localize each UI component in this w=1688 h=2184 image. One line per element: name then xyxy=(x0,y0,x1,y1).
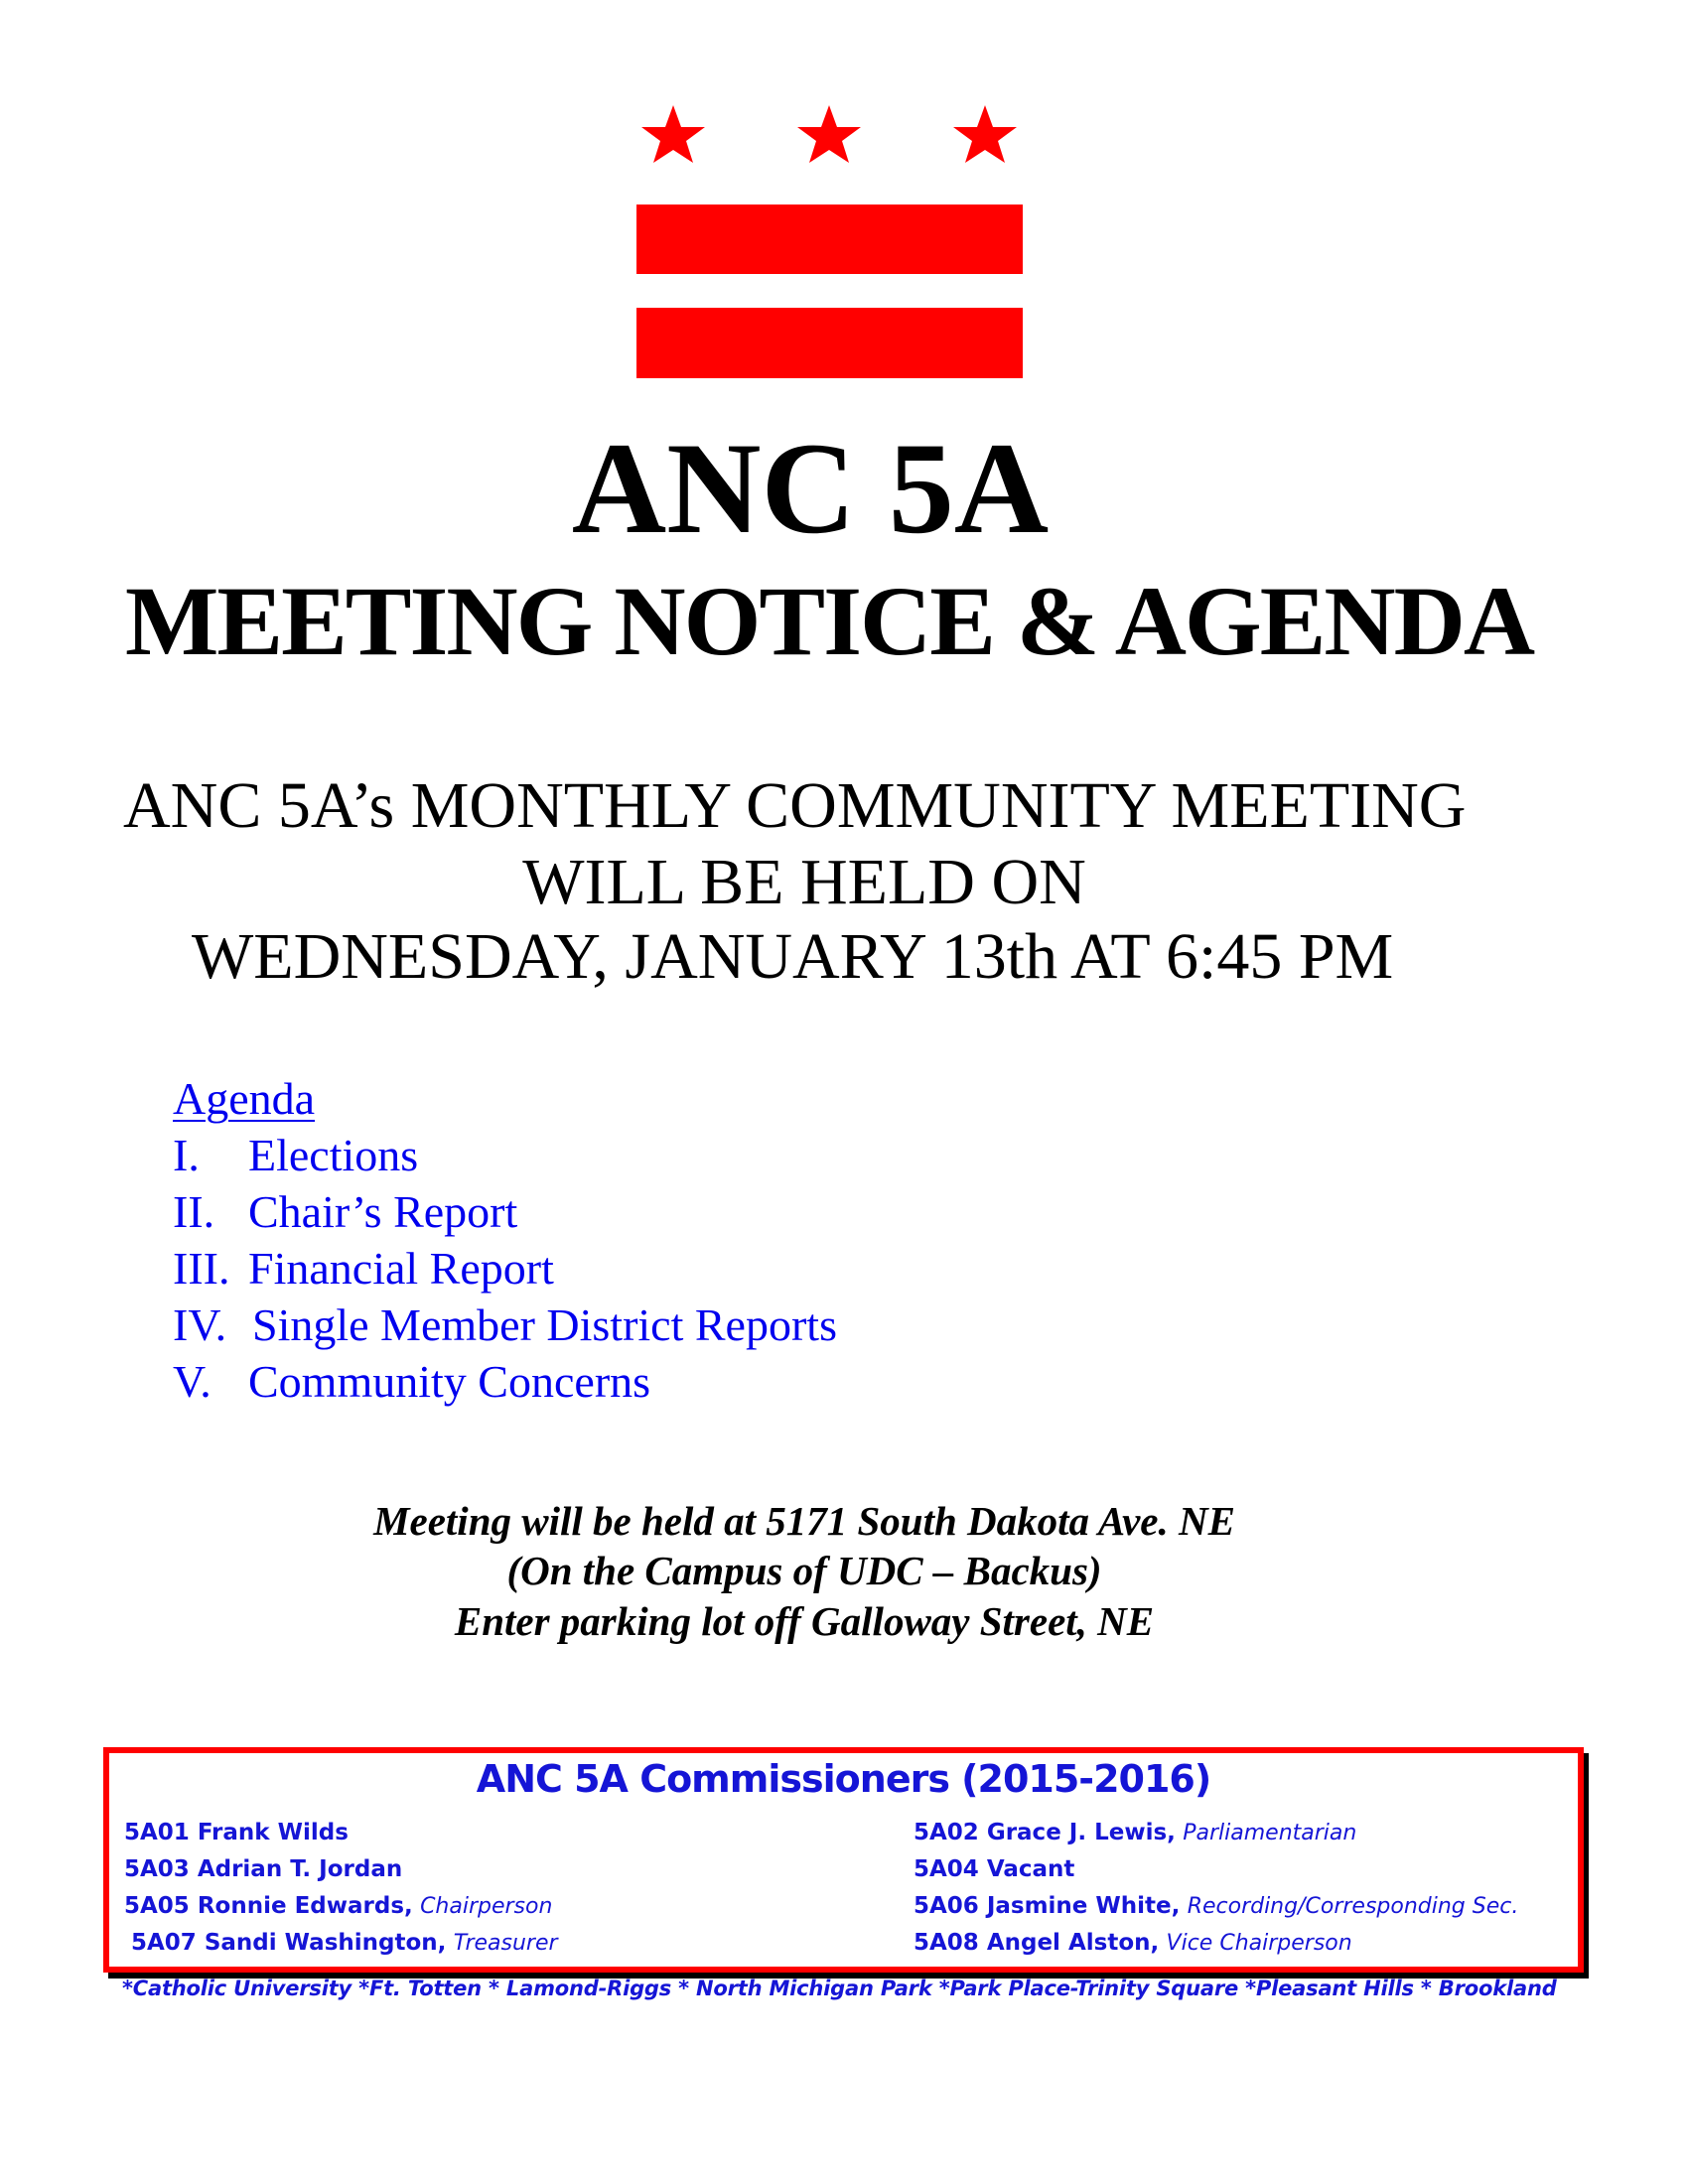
commissioner-entry: 5A04 Vacant xyxy=(914,1856,1075,1882)
commissioner-entry: 5A03 Adrian T. Jordan xyxy=(124,1856,403,1882)
page-title: ANC 5A xyxy=(571,415,1050,561)
location-address: Meeting will be held at 5171 South Dakota Ave. NE xyxy=(373,1498,1235,1544)
commissioner-entry: 5A02 Grace J. Lewis, Parliamentarian xyxy=(914,1820,1357,1845)
agenda-item xyxy=(173,1185,517,1238)
agenda-item xyxy=(173,1355,650,1408)
agenda-item-number: III. xyxy=(173,1243,230,1294)
agenda-item xyxy=(173,1242,554,1295)
agenda-item-label: Community Concerns xyxy=(248,1356,651,1407)
flag-stripe-top xyxy=(636,205,1023,274)
notice-line-2: WILL BE HELD ON xyxy=(522,846,1086,918)
agenda-item-label: Financial Report xyxy=(248,1243,554,1294)
commissioner-entry: 5A08 Angel Alston, Vice Chairperson xyxy=(914,1930,1352,1956)
agenda-item-label: Chair’s Report xyxy=(248,1186,518,1237)
agenda-item-label: Elections xyxy=(248,1130,419,1180)
agenda-item-label: Single Member District Reports xyxy=(252,1299,837,1350)
dc-flag-icon xyxy=(631,97,1028,383)
commissioner-entry: 5A06 Jasmine White, Recording/Corresponding Sec. xyxy=(914,1893,1519,1919)
notice-date-time: WEDNESDAY, JANUARY 13th AT 6:45 PM xyxy=(192,920,1394,993)
notice-line-1: ANC 5A’s MONTHLY COMMUNITY MEETING xyxy=(123,769,1467,842)
star-icon xyxy=(953,105,1017,163)
commissioner-entry: 5A01 Frank Wilds xyxy=(124,1820,349,1845)
page-subtitle: MEETING NOTICE & AGENDA xyxy=(125,566,1534,676)
agenda-item xyxy=(173,1129,418,1181)
commissioners-box xyxy=(103,1747,1584,1973)
commissioners-heading: ANC 5A Commissioners (2015-2016) xyxy=(476,1757,1211,1801)
commissioner-entry: 5A05 Ronnie Edwards, Chairperson xyxy=(124,1893,553,1919)
agenda-item-number: II. xyxy=(173,1186,215,1237)
agenda-item-number: V. xyxy=(173,1356,211,1407)
agenda-heading: Agenda xyxy=(173,1073,316,1124)
agenda-item-number: IV. xyxy=(173,1299,227,1350)
agenda-item-number: I. xyxy=(173,1130,200,1180)
commissioner-entry: 5A07 Sandi Washington, Treasurer xyxy=(131,1930,558,1956)
agenda-item xyxy=(173,1298,837,1351)
flag-stripe-bottom xyxy=(636,308,1023,378)
location-parking: Enter parking lot off Galloway Street, NE xyxy=(454,1598,1155,1644)
neighborhoods-footer: *Catholic University *Ft. Totten * Lamond-Riggs * North Michigan Park *Park Place-Trinity Square *Pleasant Hills * Brookland xyxy=(122,1977,1557,2000)
location-campus: (On the Campus of UDC – Backus) xyxy=(506,1548,1102,1593)
star-icon xyxy=(641,105,705,163)
star-icon xyxy=(797,105,861,163)
